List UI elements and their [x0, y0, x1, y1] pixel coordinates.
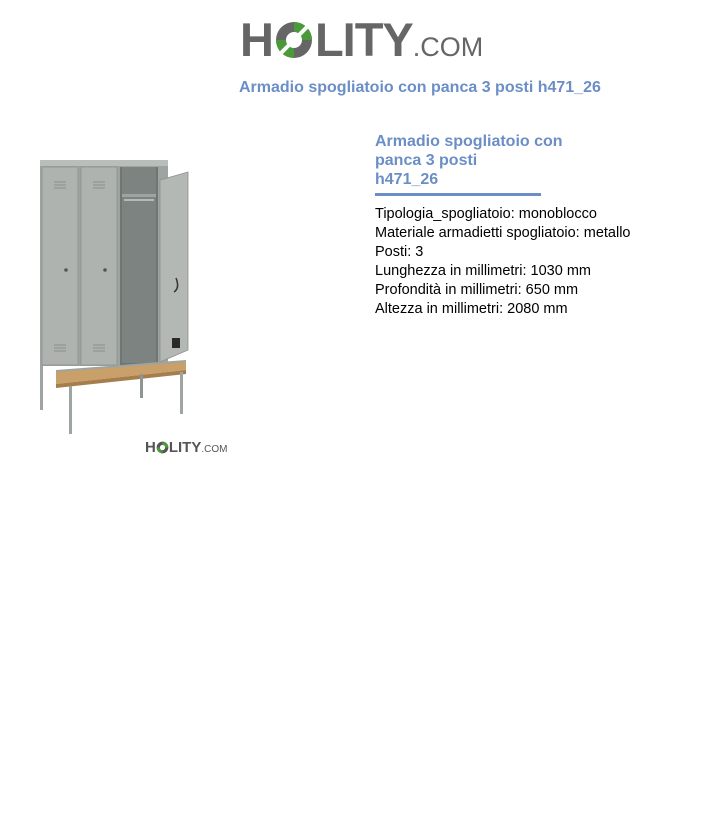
- small-logo-letters-lity: LITY: [168, 439, 202, 456]
- heading-divider: [375, 193, 541, 196]
- product-heading: [375, 132, 595, 189]
- small-logo-letter-h: H: [145, 439, 156, 456]
- logo-o-icon: [274, 20, 314, 60]
- small-logo-wordmark: [145, 438, 235, 460]
- product-heading-line: panca 3 posti: [375, 152, 478, 169]
- small-logo-o-icon: [156, 441, 169, 454]
- holity-small-logo: [145, 438, 235, 458]
- page-title: Armadio spogliatoio con panca 3 posti h471_26: [239, 79, 601, 96]
- spec-row: Profondità in millimetri: 650 mm: [375, 282, 579, 298]
- product-code: h471_26: [375, 171, 439, 188]
- locker-product-image: [30, 150, 230, 450]
- logo-dotcom: .COM: [412, 32, 484, 62]
- logo-letter-h: H: [240, 13, 273, 66]
- holity-logo[interactable]: [240, 12, 500, 68]
- logo-wordmark: [240, 12, 483, 75]
- spec-row: Materiale armadietti spogliatoio: metallo: [375, 225, 631, 241]
- spec-row: Altezza in millimetri: 2080 mm: [375, 301, 568, 317]
- product-specs: [375, 205, 631, 319]
- product-heading-line: Armadio spogliatoio con: [375, 133, 563, 150]
- spec-row: Lunghezza in millimetri: 1030 mm: [375, 263, 591, 279]
- logo-letters-lity: LITY: [314, 13, 413, 66]
- spec-row: Tipologia_spogliatoio: monoblocco: [375, 206, 597, 222]
- spec-row: Posti: 3: [375, 244, 424, 260]
- small-logo-dotcom: .COM: [201, 444, 228, 455]
